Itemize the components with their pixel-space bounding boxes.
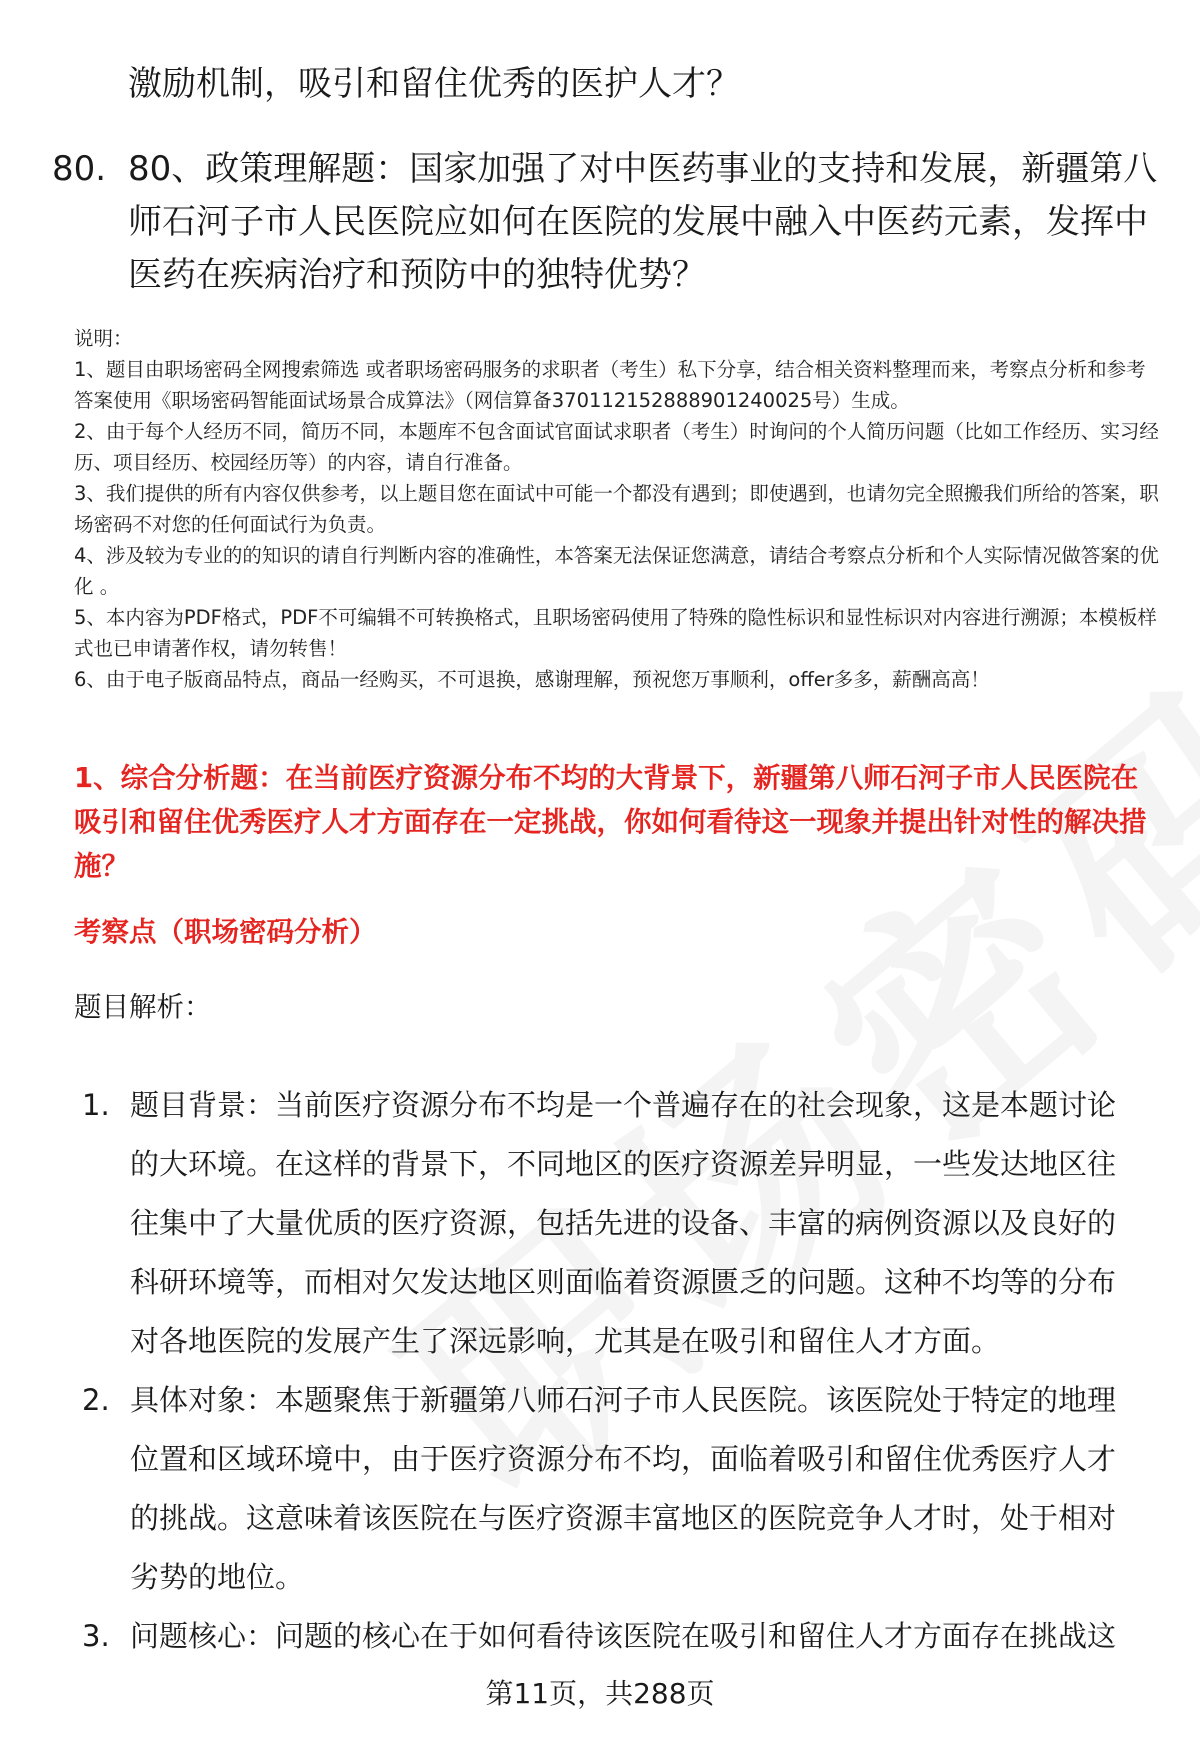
note-item: 4、涉及较为专业的的知识的请自行判断内容的准确性，本答案无法保证您满意，请结合考察点分析和个人实际情况做答案的优化 。 (74, 544, 1159, 598)
analysis-heading: 题目解析： (74, 991, 212, 1023)
note-item: 2、由于每个人经历不同，简历不同，本题库不包含面试官面试求职者（考生）时询问的个人简历问题（比如工作经历、实习经历、项目经历、校园经历等）的内容，请自行准备。 (74, 420, 1159, 474)
analysis-list (82, 1076, 1142, 1666)
list-item-text: 题目背景：当前医疗资源分布不均是一个普遍存在的社会现象，这是本题讨论的大环境。在这样的背景下，不同地区的医疗资源差异明显，一些发达地区往往集中了大量优质的医疗资源，包括先进的设备、丰富的病例资源以及良好的科研环境等，而相对欠发达地区则面临着资源匮乏的问题。这种不均等的分布对各地医院的发展产生了深远影响，尤其是在吸引和留住人才方面。 (130, 1088, 1117, 1358)
question-80-number: 80. (52, 149, 107, 189)
list-item (82, 1607, 1142, 1666)
note-item: 5、本内容为PDF格式，PDF不可编辑不可转换格式，且职场密码使用了特殊的隐性标识和显性标识对内容进行溯源；本模板样式也已申请著作权，请勿转售！ (74, 606, 1157, 660)
question-80 (52, 143, 1158, 302)
notes-section (74, 323, 1164, 695)
list-bullet: 2. (82, 1383, 110, 1417)
notes-heading: 说明： (74, 327, 133, 350)
list-item (82, 1076, 1142, 1371)
note-item: 6、由于电子版商品特点，商品一经购买，不可退换，感谢理解，预祝您万事顺利，offer多多，薪酬高高！ (74, 668, 990, 691)
previous-question-tail: 激励机制，吸引和留住优秀的医护人才？ (128, 64, 740, 104)
exam-point-heading: 考察点（职场密码分析） (74, 916, 377, 948)
list-item-text: 问题核心：问题的核心在于如何看待该医院在吸引和留住人才方面存在挑战这 (130, 1619, 1117, 1653)
note-item: 3、我们提供的所有内容仅供参考，以上题目您在面试中可能一个都没有遇到；即使遇到，也请勿完全照搬我们所给的答案，职场密码不对您的任何面试行为负责。 (74, 482, 1159, 536)
list-bullet: 3. (82, 1619, 110, 1653)
list-item (82, 1371, 1142, 1607)
question-80-text: 80、政策理解题：国家加强了对中医药事业的支持和发展，新疆第八师石河子市人民医院应如何在医院的发展中融入中医药元素，发挥中医药在疾病治疗和预防中的独特优势？ (128, 149, 1158, 295)
list-bullet: 1. (82, 1088, 110, 1122)
question-1-title: 1、综合分析题：在当前医疗资源分布不均的大背景下，新疆第八师石河子市人民医院在吸引和留住优秀医疗人才方面存在一定挑战，你如何看待这一现象并提出针对性的解决措施？ (74, 762, 1147, 882)
page-footer: 第11页，共288页 (485, 1677, 715, 1710)
note-item: 1、题目由职场密码全网搜索筛选 或者职场密码服务的求职者（考生）私下分享，结合相关资料整理而来，考察点分析和参考答案使用《职场密码智能面试场景合成算法》（网信算备370112152888901240025号）生成。 (74, 358, 1146, 412)
list-item-text: 具体对象：本题聚焦于新疆第八师石河子市人民医院。该医院处于特定的地理位置和区域环境中，由于医疗资源分布不均，面临着吸引和留住优秀医疗人才的挑战。这意味着该医院在与医疗资源丰富地区的医院竞争人才时，处于相对劣势的地位。 (130, 1383, 1117, 1594)
